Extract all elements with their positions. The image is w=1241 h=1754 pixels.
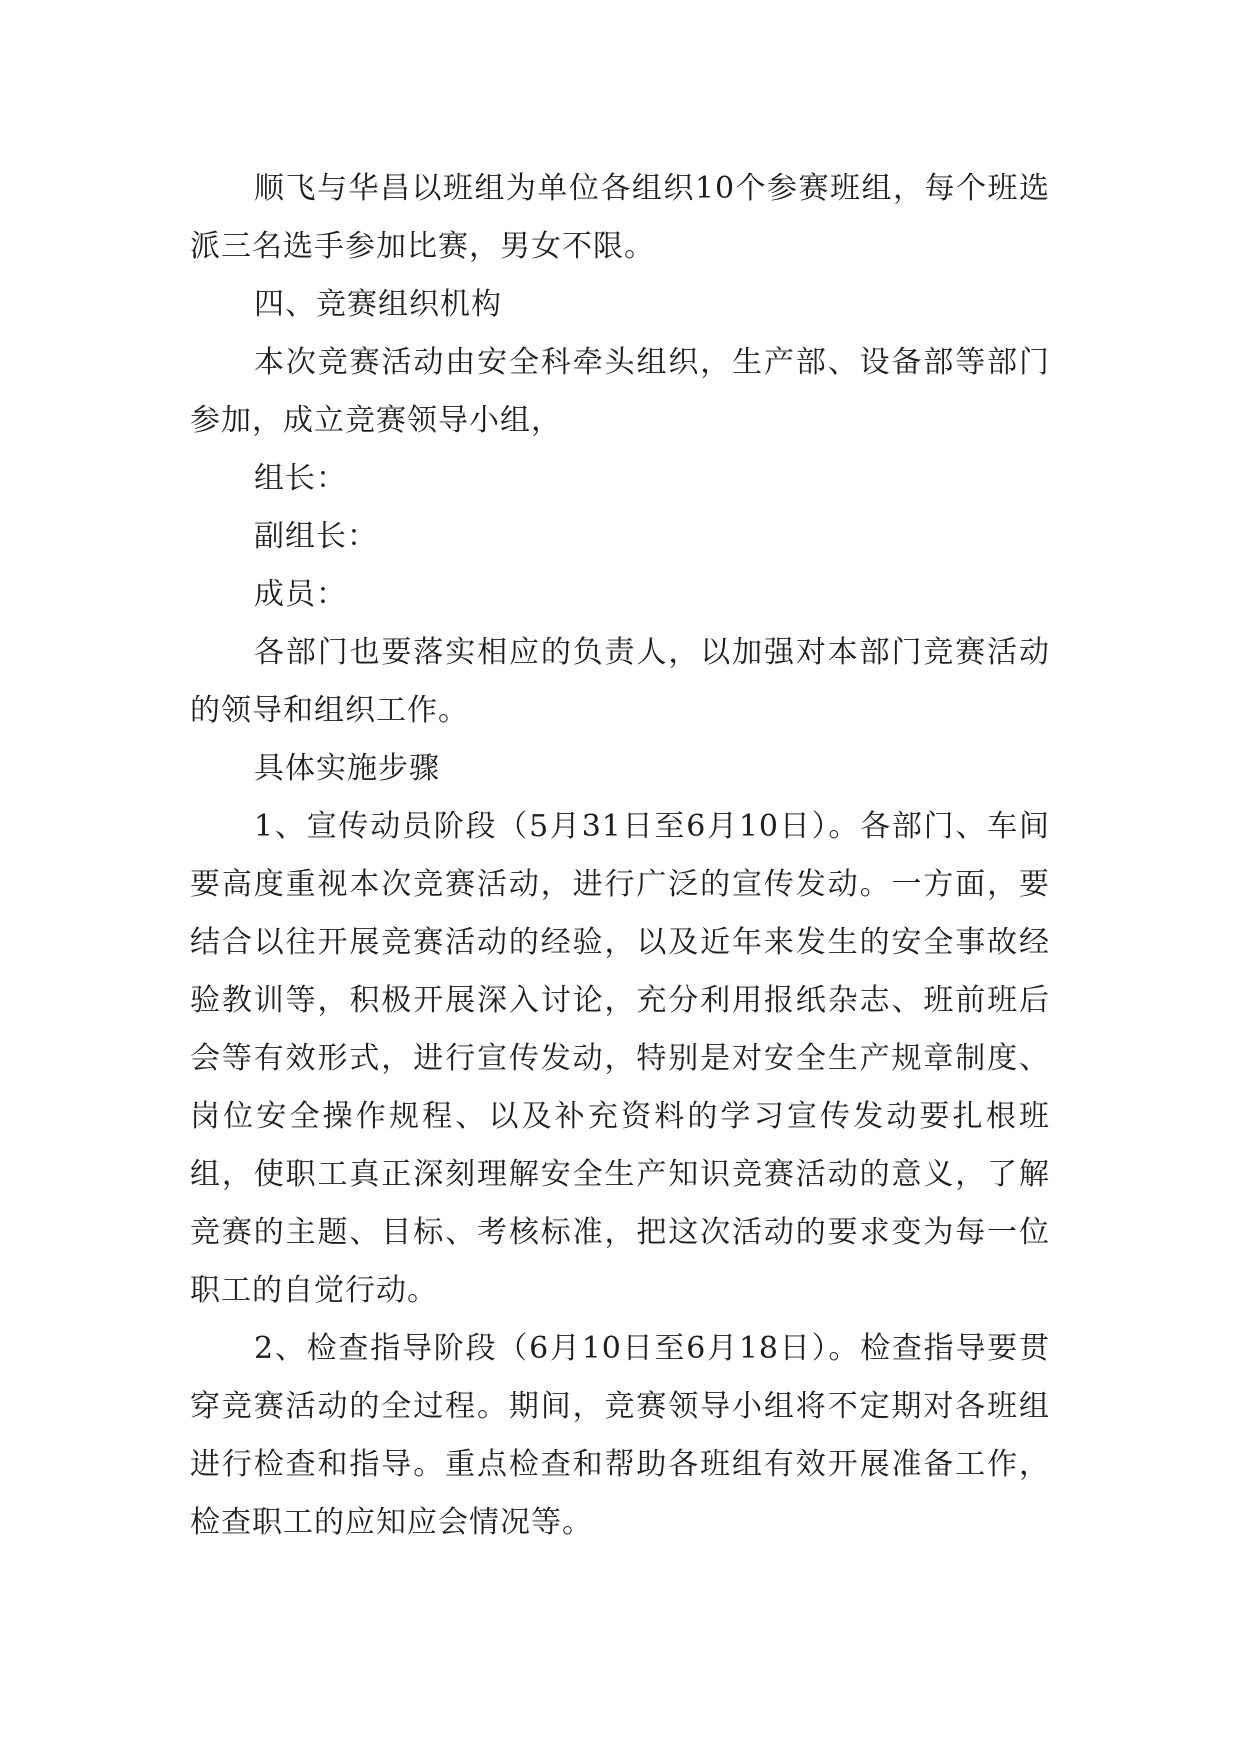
paragraph-department-responsibility: 各部门也要落实相应的负责人，以加强对本部门竞赛活动的领导和组织工作。 bbox=[190, 635, 1050, 728]
paragraph-step-2-inspection: 2、检查指导阶段（6月10日至6月18日）。检查指导要贯穿竞赛活动的全过程。期间，竞赛领导小组将不定期对各班组进行检查和指导。重点检查和帮助各班组有效开展准备工作，检查职工的应知应会情况等。 bbox=[190, 1331, 1050, 1540]
paragraph-participants: 顺飞与华昌以班组为单位各组织10个参赛班组，每个班选派三名选手参加比赛，男女不限。 bbox=[190, 171, 1050, 264]
paragraph-team-leader: 组长： bbox=[254, 461, 347, 496]
paragraph-organizer: 本次竞赛活动由安全科牵头组织，生产部、设备部等部门参加，成立竞赛领导小组， bbox=[190, 345, 1050, 438]
section-heading-implementation-steps: 具体实施步骤 bbox=[254, 751, 440, 786]
paragraph-step-1-publicity: 1、宣传动员阶段（5月31日至6月10日）。各部门、车间要高度重视本次竞赛活动，进行广泛的宣传发动。一方面，要结合以往开展竞赛活动的经验，以及近年来发生的安全事故经验教训等，积极开展深入讨论，充分利用报纸杂志、班前班后会等有效形式，进行宣传发动，特别是对安全生产规章制度、岗位安全操作规程、以及补充资料的学习宣传发动要扎根班组，使职工真正深刻理解安全生产知识竞赛活动的意义，了解竞赛的主题、目标、考核标准，把这次活动的要求变为每一位职工的自觉行动。 bbox=[190, 809, 1050, 1308]
paragraph-deputy-leader: 副组长： bbox=[254, 519, 378, 554]
paragraph-members: 成员： bbox=[254, 577, 347, 612]
document-body bbox=[190, 160, 1050, 1552]
section-heading-organization: 四、竞赛组织机构 bbox=[254, 287, 502, 322]
